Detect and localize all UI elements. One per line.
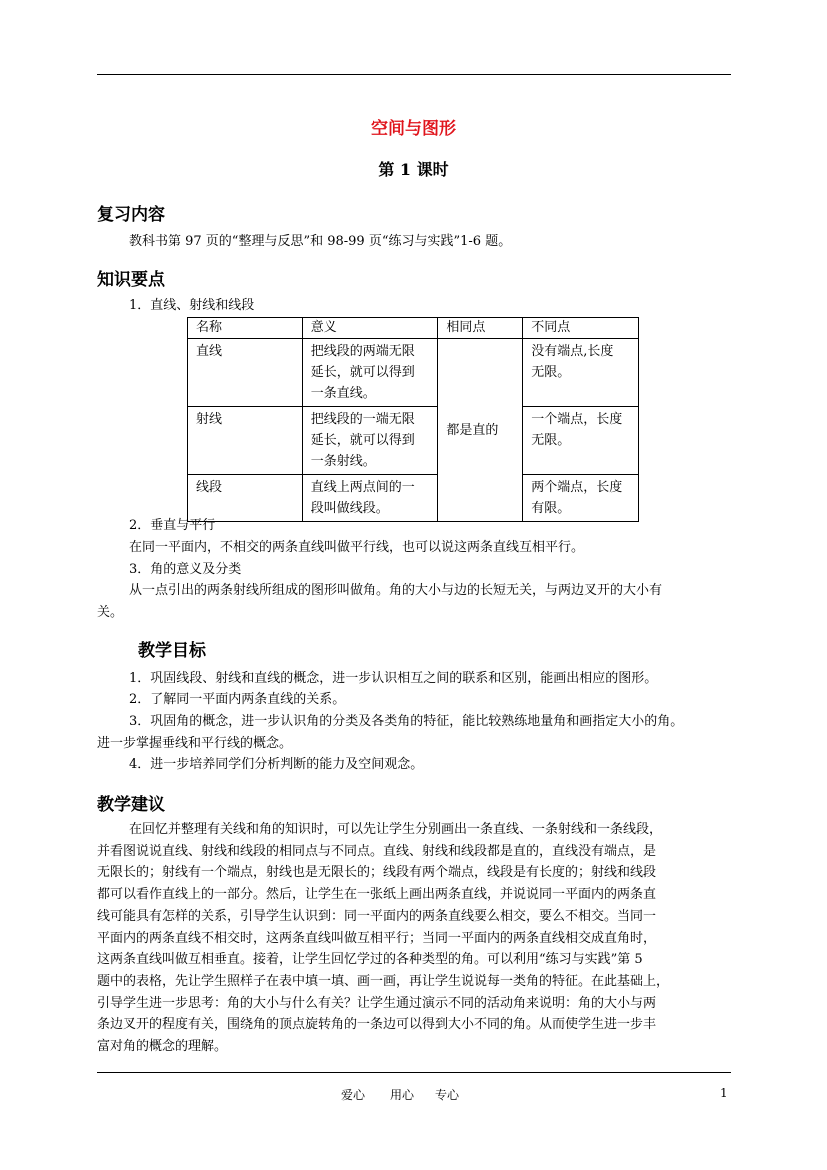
footer-item: 用心 <box>390 1088 415 1102</box>
table-row <box>188 339 639 407</box>
knowledge-item-3-text-cont: 关。 <box>97 605 124 620</box>
table-header-row <box>188 318 639 339</box>
paragraph-line: 引导学生进一步思考：角的大小与什么有关？让学生通过演示不同的活动角来说明：角的大小与两 <box>97 995 657 1011</box>
paragraph-line: 并看图说说直线、射线和线段的相同点与不同点。直线、射线和线段都是直的，直线没有端点，是 <box>97 843 657 859</box>
cell-line: 延长，就可以得到 <box>310 433 415 448</box>
table-row <box>188 407 639 475</box>
table-header-cell: 相同点 <box>438 318 523 339</box>
goal-item: 1．巩固线段、射线和直线的概念，进一步认识相互之间的联系和区别，能画出相应的图形。 <box>129 671 658 686</box>
suggestions-heading: 教学建议 <box>97 795 165 815</box>
cell-line: 把线段的两端无限 <box>310 344 415 359</box>
cell-line: 直线上两点间的一 <box>310 480 415 495</box>
table-header-cell: 名称 <box>188 318 303 339</box>
table-cell-meaning <box>302 475 438 522</box>
paragraph-line: 在回忆并整理有关线和角的知识时，可以先让学生分别画出一条直线、一条射线和一条线段， <box>129 822 663 837</box>
cell-line: 无限。 <box>531 433 571 448</box>
knowledge-item-3-text: 从一点引出的两条射线所组成的图形叫做角。角的大小与边的长短无关，与两边叉开的大小有 <box>129 583 663 598</box>
goal-item: 2．了解同一平面内两条直线的关系。 <box>129 692 346 707</box>
cell-line: 有限。 <box>531 501 571 516</box>
paragraph-line: 线可能具有怎样的关系，引导学生认识到：同一平面内的两条直线要么相交，要么不相交。当同一 <box>97 908 657 924</box>
lines-comparison-table <box>187 317 639 522</box>
paragraph-line: 这两条直线叫做互相垂直。接着，让学生回忆学过的各种类型的角。可以利用“练习与实践”第 5 <box>97 952 643 968</box>
footer-rule <box>97 1072 731 1073</box>
knowledge-item-3: 3．角的意义及分类 <box>129 562 242 577</box>
goals-heading: 教学目标 <box>138 641 206 661</box>
cell-line: 一个端点，长度 <box>531 412 623 427</box>
knowledge-heading: 知识要点 <box>97 270 165 290</box>
header-rule <box>97 74 731 75</box>
cell-line: 延长，就可以得到 <box>310 365 415 380</box>
knowledge-item-2: 2．垂直与平行 <box>129 518 216 533</box>
table-row <box>188 475 639 522</box>
cell-line: 没有端点,长度 <box>531 344 614 359</box>
table-cell-diff <box>523 475 639 522</box>
cell-line: 一条直线。 <box>310 386 376 401</box>
table-cell-name: 线段 <box>188 475 303 522</box>
lesson-title: 第 1 课时 <box>378 160 449 179</box>
cell-line: 把线段的一端无限 <box>310 412 415 427</box>
table-header-cell: 意义 <box>302 318 438 339</box>
review-heading: 复习内容 <box>97 205 165 225</box>
suggestions-paragraph <box>97 819 731 1058</box>
document-title: 空间与图形 <box>371 119 456 139</box>
knowledge-item-1: 1．直线、射线和线段 <box>129 298 255 313</box>
table-cell-meaning <box>302 339 438 407</box>
table-cell-name: 射线 <box>188 407 303 475</box>
page-number: 1 <box>720 1086 728 1100</box>
review-text: 教科书第 97 页的“整理与反思”和 98-99 页“练习与实践”1-6 题。 <box>129 234 512 249</box>
footer-item: 爱心 <box>341 1088 366 1102</box>
cell-line: 一条射线。 <box>310 454 376 469</box>
cell-line: 两个端点，长度 <box>531 480 623 495</box>
cell-line: 段叫做线段。 <box>310 501 389 516</box>
table-header-cell: 不同点 <box>523 318 639 339</box>
paragraph-line: 条边叉开的程度有关，围绕角的顶点旋转角的一条边可以得到大小不同的角。从而使学生进一步丰 <box>97 1017 657 1033</box>
paragraph-line: 无限长的；射线有一个端点，射线也是无限长的；线段有两个端点，线段是有长度的；射线和线段 <box>97 865 657 881</box>
table-cell-meaning <box>302 407 438 475</box>
knowledge-item-2-text: 在同一平面内，不相交的两条直线叫做平行线，也可以说这两条直线互相平行。 <box>129 540 585 555</box>
paragraph-line: 平面内的两条直线不相交时，这两条直线叫做互相平行；当同一平面内的两条直线相交成直角时， <box>97 930 657 946</box>
goal-item-cont: 进一步掌握垂线和平行线的概念。 <box>97 736 293 751</box>
goal-item: 4．进一步培养同学们分析判断的能力及空间观念。 <box>129 757 424 772</box>
table-cell-common: 都是直的 <box>438 339 523 522</box>
table-cell-diff <box>523 407 639 475</box>
cell-line: 无限。 <box>531 365 571 380</box>
table-cell-name: 直线 <box>188 339 303 407</box>
paragraph-line: 题中的表格，先让学生照样子在表中填一填、画一画，再让学生说说每一类角的特征。在此基础上， <box>97 973 670 989</box>
paragraph-line: 都可以看作直线上的一部分。然后，让学生在一张纸上画出两条直线，并说说同一平面内的两条直 <box>97 887 657 903</box>
paragraph-line: 富对角的概念的理解。 <box>97 1039 228 1055</box>
table-cell-diff <box>523 339 639 407</box>
goal-item: 3．巩固角的概念，进一步认识角的分类及各类角的特征，能比较熟练地量角和画指定大小的角。 <box>129 714 684 729</box>
footer-item: 专心 <box>435 1088 460 1102</box>
